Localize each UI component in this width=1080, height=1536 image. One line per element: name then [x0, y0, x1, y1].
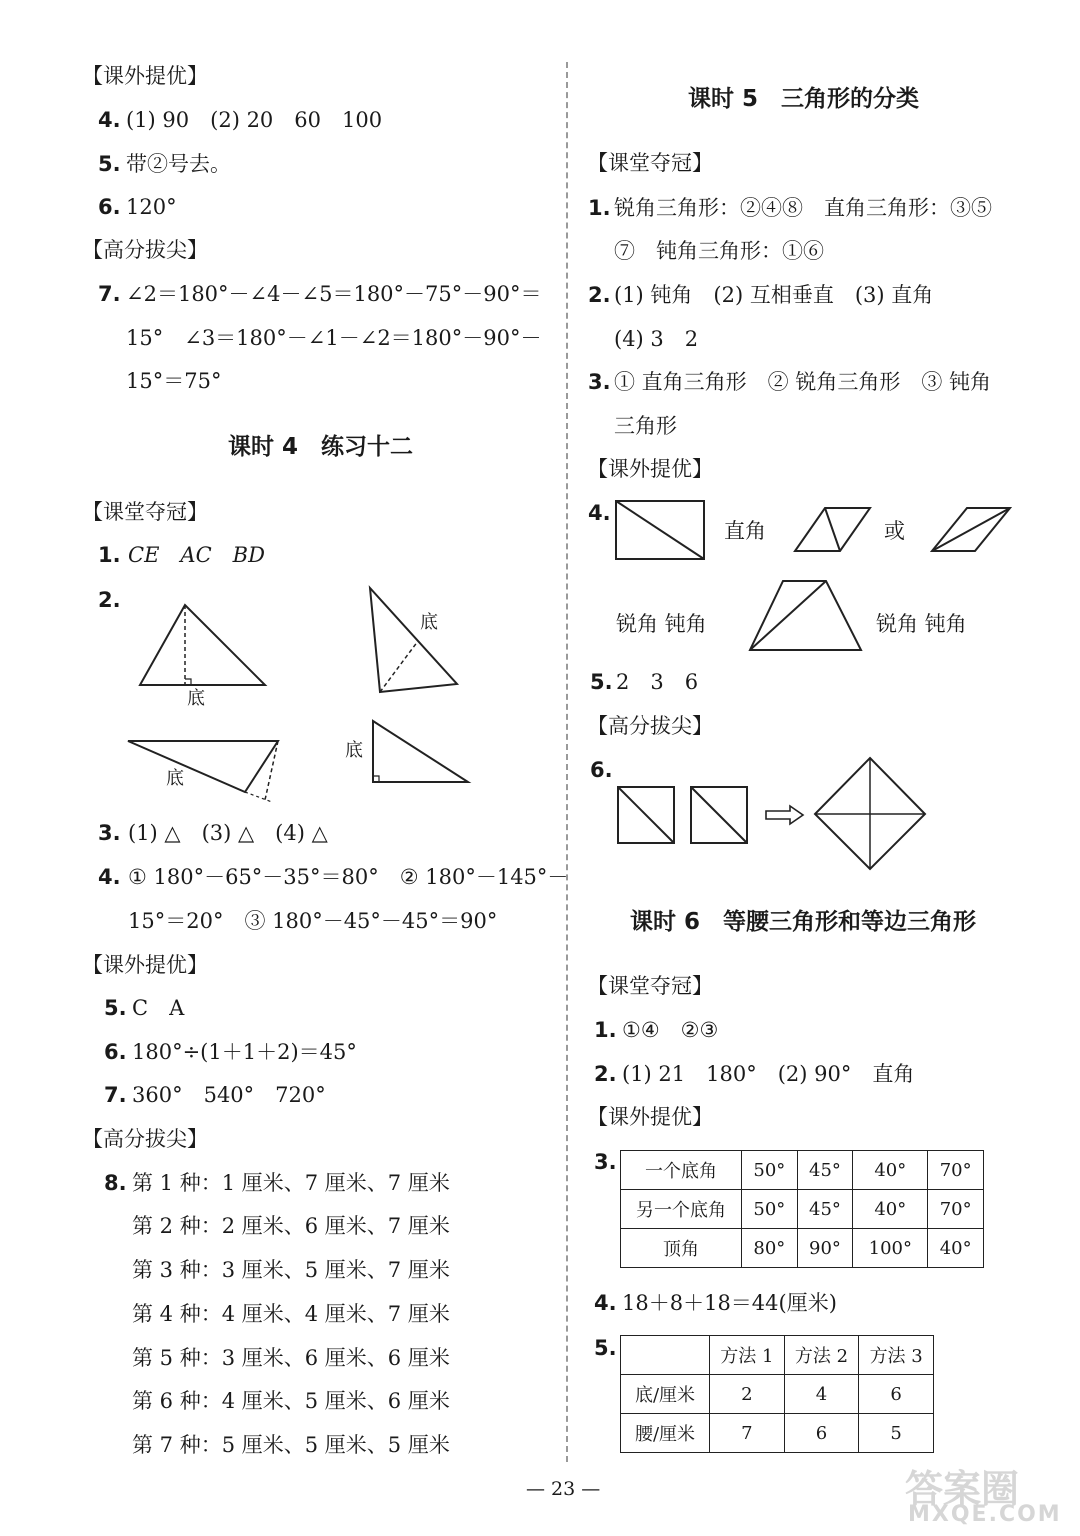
- r-q4-label-huo: 或: [884, 519, 905, 543]
- table-cell: 一个底角: [621, 1151, 742, 1190]
- l4-q1-number: 1.: [98, 543, 121, 567]
- l4-q5-answer: C A: [132, 996, 185, 1020]
- label-di-2: 底: [420, 612, 438, 633]
- l4-q3-answer: (1) △ (3) △ (4) △: [128, 821, 328, 845]
- table-cell: 4: [784, 1375, 859, 1414]
- l4-q6-number: 6.: [104, 1040, 127, 1064]
- r-q2-answer-line1: (1) 钝角 (2) 互相垂直 (3) 直角: [614, 283, 934, 307]
- table-cell: 40°: [853, 1151, 928, 1190]
- table-cell: 100°: [853, 1229, 928, 1268]
- l6-q5-number: 5.: [594, 1336, 617, 1360]
- table-row: [621, 1229, 984, 1268]
- l6-q4-number: 4.: [594, 1291, 617, 1315]
- l4-q5-number: 5.: [104, 996, 127, 1020]
- section-gaofen-bajian-r: 【高分拔尖】: [587, 714, 713, 738]
- base-angle-table: [620, 1150, 984, 1268]
- label-di-4: 底: [345, 740, 363, 761]
- table-row: [621, 1151, 984, 1190]
- l6-q3-number: 3.: [594, 1150, 617, 1174]
- lesson4-title: 课时 4 练习十二: [228, 434, 414, 460]
- section-ketang-duoguan-r2: 【课堂夺冠】: [587, 974, 713, 998]
- table-row: [621, 1190, 984, 1229]
- table-cell: 50°: [742, 1190, 798, 1229]
- watermark-url: MXQE.COM: [908, 1502, 1062, 1527]
- l4-q4-answer-line1: ① 180°－65°－35°＝80° ② 180°－145°－: [128, 865, 569, 889]
- section-kewai-tiyou-2: 【课外提优】: [82, 953, 208, 977]
- table-row: [621, 1375, 934, 1414]
- l4-q4-number: 4.: [98, 865, 121, 889]
- section-kewai-tiyou-r2: 【课外提优】: [587, 1105, 713, 1129]
- l4-q7-number: 7.: [104, 1083, 127, 1107]
- page-number: — 23 —: [526, 1478, 601, 1500]
- table-cell: 方法 1: [710, 1336, 785, 1375]
- l4-q8-line: 第 3 种：3 厘米、5 厘米、7 厘米: [132, 1258, 450, 1282]
- r-q3-answer-line1: ① 直角三角形 ② 锐角三角形 ③ 钝角: [614, 370, 992, 394]
- r-q3-answer-line2: 三角形: [614, 414, 677, 438]
- table-cell: 底/厘米: [621, 1375, 710, 1414]
- r-q4-number: 4.: [588, 501, 611, 525]
- r-q2-answer-line2: (4) 3 2: [614, 327, 699, 351]
- r-q4-label-left: 锐角 钝角: [616, 612, 707, 636]
- q4-answer: (1) 90 (2) 20 60 100: [126, 108, 383, 132]
- label-di-1: 底: [187, 688, 205, 709]
- table-cell: [621, 1336, 710, 1375]
- q6-answer: 120°: [126, 195, 177, 219]
- table-cell: 6: [784, 1414, 859, 1453]
- table-cell: 70°: [928, 1190, 984, 1229]
- l4-q8-number: 8.: [104, 1171, 127, 1195]
- r-q5-number: 5.: [590, 670, 613, 694]
- section-kewai-tiyou-r: 【课外提优】: [587, 457, 713, 481]
- table-cell: 80°: [742, 1229, 798, 1268]
- l6-q2-number: 2.: [594, 1062, 617, 1086]
- l6-q4-answer: 18＋8＋18＝44(厘米): [622, 1291, 837, 1315]
- l6-q1-number: 1.: [594, 1018, 617, 1042]
- method-table: [620, 1335, 934, 1453]
- table-cell: 5: [859, 1414, 934, 1453]
- table-cell: 顶角: [621, 1229, 742, 1268]
- q7-answer-line1: ∠2＝180°－∠4－∠5＝180°－75°－90°＝: [126, 282, 542, 306]
- r-q1-number: 1.: [588, 196, 611, 220]
- q5-answer: 带②号去。: [126, 152, 231, 176]
- r-q4-label-right: 锐角 钝角: [876, 612, 967, 636]
- q5-number: 5.: [98, 152, 121, 176]
- table-cell: 90°: [797, 1229, 853, 1268]
- table-cell: 40°: [853, 1190, 928, 1229]
- label-di-3: 底: [166, 768, 184, 789]
- table-row: [621, 1336, 934, 1375]
- table-cell: 2: [710, 1375, 785, 1414]
- table-cell: 方法 3: [859, 1336, 934, 1375]
- r-q4-label-zhijiao: 直角: [724, 519, 766, 543]
- table-cell: 70°: [928, 1151, 984, 1190]
- l4-q4-answer-line2: 15°＝20° ③ 180°－45°－45°＝90°: [128, 909, 498, 933]
- section-ketang-duoguan-r: 【课堂夺冠】: [587, 151, 713, 175]
- table-cell: 6: [859, 1375, 934, 1414]
- l4-q7-answer: 360° 540° 720°: [132, 1083, 326, 1107]
- l4-q8-line: 第 7 种：5 厘米、5 厘米、5 厘米: [132, 1433, 450, 1457]
- r-q6-number: 6.: [590, 758, 613, 782]
- table-cell: 45°: [797, 1151, 853, 1190]
- l4-q8-line: 第 2 种：2 厘米、6 厘米、7 厘米: [132, 1214, 450, 1238]
- table-cell: 7: [710, 1414, 785, 1453]
- q7-answer-line3: 15°＝75°: [126, 369, 222, 393]
- lesson5-title: 课时 5 三角形的分类: [688, 86, 920, 112]
- table-cell: 40°: [928, 1229, 984, 1268]
- section-gaofen-bajian-2: 【高分拔尖】: [82, 1127, 208, 1151]
- q4-number: 4.: [98, 108, 121, 132]
- table-cell: 50°: [742, 1151, 798, 1190]
- watermark-logo: 答案圈: [905, 1467, 1020, 1511]
- r-q1-answer-line2: ⑦ 钝角三角形：①⑥: [614, 239, 824, 263]
- l4-q6-answer: 180°÷(1＋1＋2)＝45°: [132, 1040, 357, 1064]
- l4-q8-line: 第 5 种：3 厘米、6 厘米、6 厘米: [132, 1346, 450, 1370]
- q7-answer-line2: 15° ∠3＝180°－∠1－∠2＝180°－90°－: [126, 326, 542, 350]
- section-kewai-tiyou: 【课外提优】: [82, 64, 208, 88]
- table-row: [621, 1414, 934, 1453]
- table-cell: 另一个底角: [621, 1190, 742, 1229]
- l4-q8-line: 第 4 种：4 厘米、4 厘米、7 厘米: [132, 1302, 450, 1326]
- l4-q3-number: 3.: [98, 821, 121, 845]
- q7-number: 7.: [98, 282, 121, 306]
- r-q5-answer: 2 3 6: [616, 670, 699, 694]
- table-cell: 方法 2: [784, 1336, 859, 1375]
- table-cell: 腰/厘米: [621, 1414, 710, 1453]
- table-cell: 45°: [797, 1190, 853, 1229]
- l6-q2-answer: (1) 21 180° (2) 90° 直角: [622, 1062, 915, 1086]
- l4-q8-line: 第 6 种：4 厘米、5 厘米、6 厘米: [132, 1389, 450, 1413]
- l6-q1-answer: ①④ ②③: [622, 1018, 719, 1042]
- lesson6-title: 课时 6 等腰三角形和等边三角形: [630, 909, 977, 935]
- section-ketang-duoguan: 【课堂夺冠】: [82, 500, 208, 524]
- l4-q1-answer: CE AC BD: [128, 543, 265, 567]
- r-q1-answer-line1: 锐角三角形：②④⑧ 直角三角形：③⑤: [614, 196, 992, 220]
- section-gaofen-bajian: 【高分拔尖】: [82, 238, 208, 262]
- r-q2-number: 2.: [588, 283, 611, 307]
- l4-q8-line: 第 1 种：1 厘米、7 厘米、7 厘米: [132, 1171, 450, 1195]
- r-q3-number: 3.: [588, 370, 611, 394]
- l4-q2-number: 2.: [98, 588, 121, 612]
- q6-number: 6.: [98, 195, 121, 219]
